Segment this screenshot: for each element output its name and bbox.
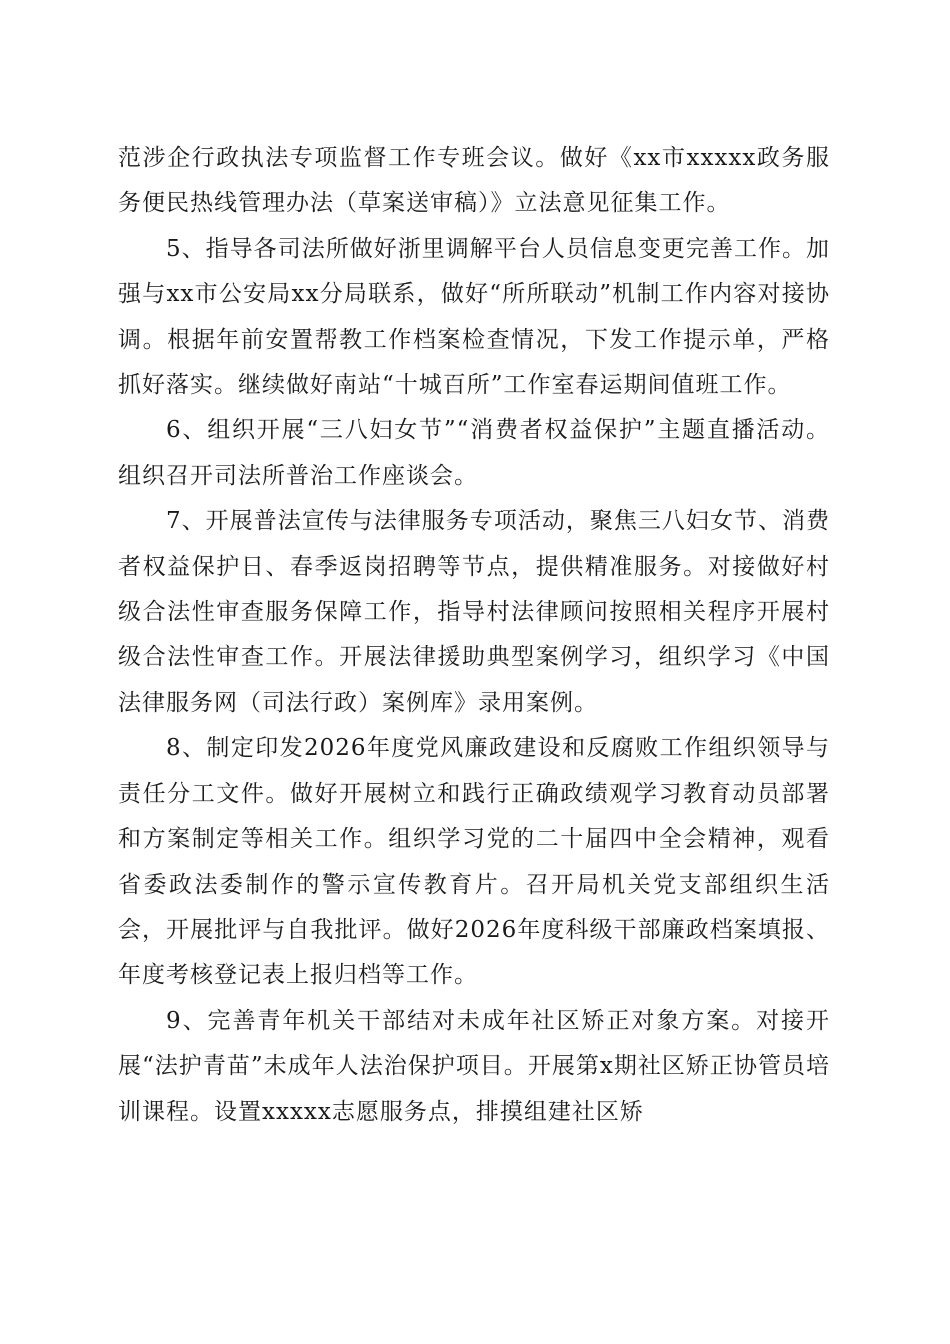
paragraph-item-9: 9、完善青年机关干部结对未成年社区矫正对象方案。对接开展“法护青苗”未成年人法治保护项目。开展第x期社区矫正协管员培训课程。设置xxxxx志愿服务点，排摸组建社区矫 <box>118 1007 830 1125</box>
paragraph-continuation: 范涉企行政执法专项监督工作专班会议。做好《xx市xxxxx政务服务便民热线管理办法（草案送审稿）》立法意见征集工作。 <box>118 145 830 217</box>
paragraph-item-6: 6、组织开展“三八妇女节”“消费者权益保护”主题直播活动。组织召开司法所普治工作座谈会。 <box>118 417 830 489</box>
paragraph-item-7: 7、开展普法宣传与法律服务专项活动，聚焦三八妇女节、消费者权益保护日、春季返岗招聘等节点，提供精准服务。对接做好村级合法性审查服务保障工作，指导村法律顾问按照相关程序开展村级合法性审查工作。开展法律援助典型案例学习，组织学习《中国法律服务网（司法行政）案例库》录用案例。 <box>118 508 830 716</box>
paragraph-item-8: 8、制定印发2026年度党风廉政建设和反腐败工作组织领导与责任分工文件。做好开展树立和践行正确政绩观学习教育动员部署和方案制定等相关工作。组织学习党的二十届四中全会精神，观看省委政法委制作的警示宣传教育片。召开局机关党支部组织生活会，开展批评与自我批评。做好2026年度科级干部廉政档案填报、年度考核登记表上报归档等工作。 <box>118 735 830 989</box>
paragraph-item-5: 5、指导各司法所做好浙里调解平台人员信息变更完善工作。加强与xx市公安局xx分局联系，做好“所所联动”机制工作内容对接协调。根据年前安置帮教工作档案检查情况，下发工作提示单，严格抓好落实。继续做好南站“十城百所”工作室春运期间值班工作。 <box>118 235 830 399</box>
document-body <box>118 136 830 1135</box>
